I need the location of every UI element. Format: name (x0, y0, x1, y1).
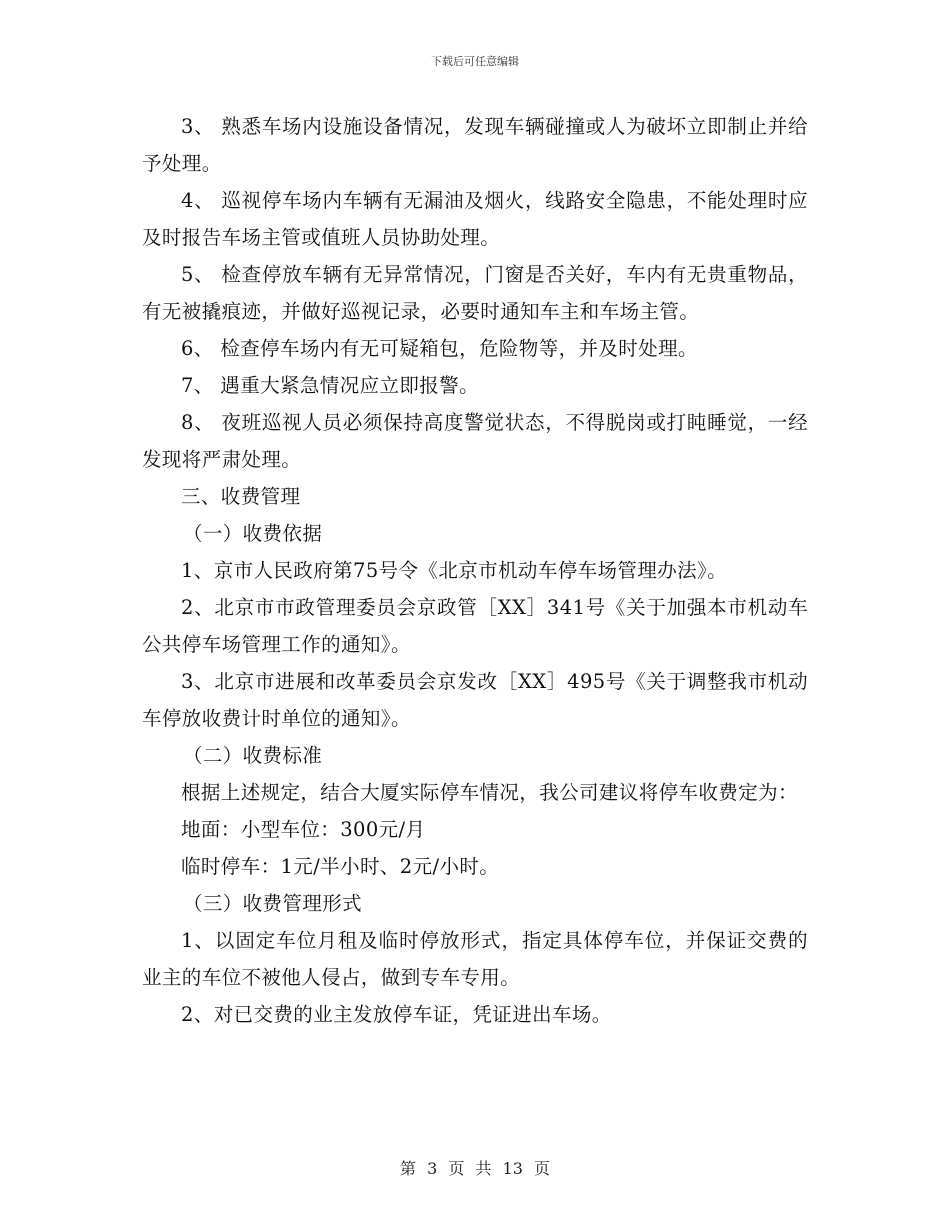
fee-standard-temporary: 临时停车：1元/半小时、2元/小时。 (181, 855, 500, 878)
fee-standard-ground: 地面：小型车位：300元/月 (181, 818, 426, 841)
page-header-note: 下载后可任意编辑 (431, 55, 519, 68)
subheading-fee-management-form: （三）收费管理形式 (182, 892, 363, 915)
fee-basis-item-3: 3、北京市进展和改革委员会京发改［XX］495号《关于调整我市机动车停放收费计时单位的通知》。 (142, 670, 808, 730)
document-body (142, 108, 808, 1033)
paragraph-item-3: 3、 熟悉车场内设施设备情况，发现车辆碰撞或人为破坏立即制止并给予处理。 (142, 115, 808, 175)
fee-basis-item-1: 1、京市人民政府第75号令《北京市机动车停车场管理办法》。 (181, 559, 728, 582)
fee-basis-item-2: 2、北京市市政管理委员会京政管［XX］341号《关于加强本市机动车公共停车场管理工作的通知》。 (142, 596, 808, 656)
paragraph-item-8: 8、 夜班巡视人员必须保持高度警觉状态，不得脱岗或打盹睡觉，一经发现将严肃处理。 (142, 411, 808, 471)
fee-standard-intro: 根据上述规定，结合大厦实际停车情况，我公司建议将停车收费定为： (181, 781, 798, 804)
page-number-footer: 第 3 页 共 13 页 (400, 1159, 550, 1178)
section-heading-fee-management: 三、收费管理 (181, 485, 301, 508)
fee-management-item-1: 1、以固定车位月租及临时停放形式，指定具体停车位，并保证交费的业主的车位不被他人侵占，做到专车专用。 (142, 929, 808, 989)
fee-management-item-2: 2、对已交费的业主发放停车证，凭证进出车场。 (181, 1003, 612, 1026)
paragraph-item-7: 7、 遇重大紧急情况应立即报警。 (181, 374, 480, 397)
subheading-fee-standard: （二）收费标准 (182, 744, 323, 767)
paragraph-item-5: 5、 检查停放车辆有无异常情况，门窗是否关好，车内有无贵重物品，有无被撬痕迹，并做好巡视记录，必要时通知车主和车场主管。 (142, 263, 808, 323)
paragraph-item-6: 6、 检查停车场内有无可疑箱包，危险物等，并及时处理。 (181, 337, 698, 360)
subheading-fee-basis: （一）收费依据 (182, 522, 323, 545)
paragraph-item-4: 4、 巡视停车场内车辆有无漏油及烟火，线路安全隐患，不能处理时应及时报告车场主管或值班人员协助处理。 (142, 189, 808, 249)
